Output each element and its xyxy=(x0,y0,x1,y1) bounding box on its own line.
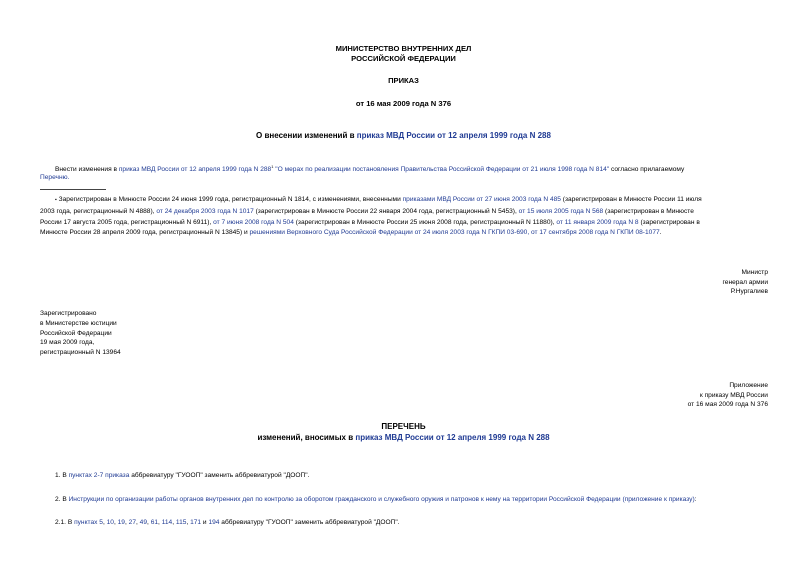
footnote-marker: ▪ xyxy=(55,197,57,203)
item-link[interactable]: пунктах 2-7 приказа xyxy=(68,472,130,479)
footnote-text: . xyxy=(659,229,662,236)
item-text: , xyxy=(186,519,191,526)
item-text: , xyxy=(158,519,162,526)
doc-type: ПРИКАЗ xyxy=(388,76,419,85)
item-text: аббревиатуру "ГУООП" заменить аббревиатурой "ДООП". xyxy=(219,519,400,526)
intro-prefix: Внести изменения в xyxy=(55,166,119,174)
appendix-line: к приказу МВД России xyxy=(699,391,768,399)
footnote-link-1017[interactable]: от 24 декабря 2003 года N 1017 xyxy=(156,208,254,215)
item-link[interactable]: 49 xyxy=(139,519,148,526)
item-text: , xyxy=(136,519,140,526)
item-text: 2.1. В xyxy=(55,519,75,526)
registration-block xyxy=(40,309,121,358)
item-text: аббревиатуру "ГУООП" заменить аббревиатурой "ДООП". xyxy=(129,472,310,479)
item-text: 2. В xyxy=(55,496,69,503)
footnote-link-504[interactable]: от 7 июня 2008 года N 504 xyxy=(213,219,294,226)
item-link[interactable]: 194 xyxy=(208,519,220,526)
footnote-line1 xyxy=(55,195,702,205)
intro-line2 xyxy=(40,173,69,182)
signature-name: Р.Нургалиев xyxy=(730,288,768,295)
list-item-2 xyxy=(55,495,697,504)
intro-paragraph xyxy=(55,162,684,174)
intro-link-order[interactable]: приказ МВД России от 12 апреля 1999 года N 288 xyxy=(118,166,272,174)
item-text: , xyxy=(172,519,176,526)
appendix-block xyxy=(688,381,768,410)
footnote-text: (зарегистрирован в Минюсте России 25 июня 2008 года, регистрационный N 11880), xyxy=(293,219,557,226)
item-text: , xyxy=(147,519,151,526)
signature-rank: генерал армии xyxy=(722,278,768,286)
footnote-text: (зарегистрирован в Минюсте России 22 января 2004 года, регистрационный N 5453), xyxy=(253,208,519,215)
footnote-link-568[interactable]: от 15 июля 2005 года N 568 xyxy=(518,208,604,215)
registration-line: Российской Федерации xyxy=(40,329,112,337)
item-link[interactable]: пунктах 5 xyxy=(74,519,103,526)
footnote-text: (зарегистрирован в Минюсте xyxy=(603,208,694,215)
item-text: , xyxy=(102,519,107,526)
footnote-line2 xyxy=(40,207,694,216)
list-item-1 xyxy=(55,471,309,480)
registration-line: Зарегистрировано xyxy=(40,310,97,317)
list-subtitle-link[interactable]: приказ МВД России от 12 апреля 1999 года N 288 xyxy=(355,433,550,442)
footnote-line3 xyxy=(40,218,700,227)
footnote-separator xyxy=(40,189,106,190)
footnote-link-court[interactable]: решениями Верховного Суда Российской Федерации от 24 июля 2003 года N ГКПИ 03-690, от 17 сентября 2008 года N ГКПИ 08-1077 xyxy=(249,229,660,236)
doc-title-prefix: О внесении изменений в xyxy=(256,131,357,140)
item-link[interactable]: 10 xyxy=(106,519,114,526)
footnote-link-8[interactable]: от 11 января 2009 года N 8 xyxy=(556,219,639,226)
item-text: , xyxy=(124,519,129,526)
footnote-mark[interactable]: 1 xyxy=(271,164,274,169)
footnote-text: России 17 августа 2005 года, регистрационный N 6911), xyxy=(40,219,214,226)
intro-link-list[interactable]: Перечню. xyxy=(40,174,70,181)
item-link[interactable]: 171 xyxy=(190,519,202,526)
item-link[interactable]: 61 xyxy=(150,519,159,526)
item-link[interactable]: 115 xyxy=(175,519,187,526)
list-subtitle-prefix: изменений, вносимых в xyxy=(257,433,356,442)
signature-block xyxy=(723,268,768,297)
item-link[interactable]: 114 xyxy=(161,519,173,526)
item-link[interactable]: 27 xyxy=(128,519,136,526)
item-text: 1. В xyxy=(55,472,69,479)
item-text: , xyxy=(113,519,118,526)
intro-suffix: согласно прилагаемому xyxy=(609,166,685,174)
item-link[interactable]: 19 xyxy=(117,519,125,526)
footnote-text: (зарегистрирован в Минюсте России 11 июля xyxy=(560,196,702,203)
footnote-text: 2003 года, регистрационный N 4888), xyxy=(40,208,157,215)
item-text: : xyxy=(694,496,697,503)
signature-position: Министр xyxy=(741,269,768,276)
ministry-name-line1: МИНИСТЕРСТВО ВНУТРЕННИХ ДЕЛ xyxy=(335,44,472,53)
intro-link-resolution[interactable]: "О мерах по реализации постановления Правительства Российской Федерации от 21 июля 1998 года N 814" xyxy=(273,166,610,174)
doc-date: от 16 мая 2009 года N 376 xyxy=(355,99,452,108)
registration-line: 19 мая 2009 года, xyxy=(40,339,95,347)
appendix-line: Приложение xyxy=(729,382,768,389)
ministry-name-line2: РОССИЙСКОЙ ФЕДЕРАЦИИ xyxy=(351,54,456,63)
item-text: и xyxy=(201,519,209,526)
footnote-line4 xyxy=(40,228,662,237)
footnote-text: Минюсте России 28 апреля 2009 года, регистрационный N 13845) и xyxy=(40,229,250,236)
list-title: ПЕРЕЧЕНЬ xyxy=(381,422,426,431)
item-link[interactable]: Инструкции по организации работы органов внутренних дел по контролю за оборотом гражданского и служебного оружия и патронов к нему на территории Российской Федерации (приложение к приказу) xyxy=(68,496,695,503)
doc-title-link[interactable]: приказ МВД России от 12 апреля 1999 года N 288 xyxy=(356,131,551,140)
list-item-2-1 xyxy=(55,518,400,527)
appendix-line: от 16 мая 2009 года N 376 xyxy=(687,401,768,408)
footnote-link-485[interactable]: приказами МВД России от 27 июня 2003 года N 485 xyxy=(402,196,561,203)
registration-line: регистрационный N 13964 xyxy=(40,349,121,357)
registration-line: в Министерстве юстиции xyxy=(40,319,117,327)
list-subtitle xyxy=(0,433,807,442)
footnote-text: Зарегистрирован в Минюсте России 24 июня 1999 года, регистрационный N 1814, с изменениями, внесенными xyxy=(58,196,403,203)
doc-title xyxy=(0,131,807,140)
footnote-text: (зарегистрирован в xyxy=(638,219,700,226)
